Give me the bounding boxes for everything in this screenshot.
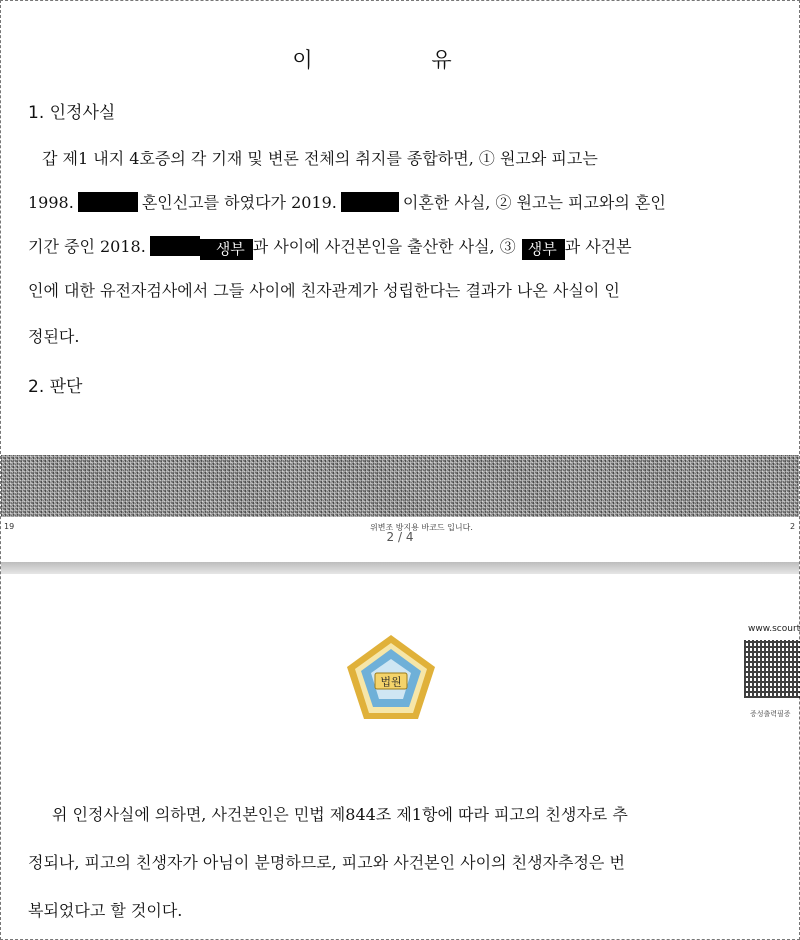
facts-line-2	[28, 190, 666, 213]
text-segment: 과 사건본	[564, 237, 632, 256]
text-segment: 인에 대한 유전자검사에서 그들 사이에 친자관계가 성립한다는 결과가 나온 사실이 인	[28, 281, 620, 300]
text-segment: 1998.	[28, 193, 74, 212]
footer-left-mark: 19	[4, 522, 15, 531]
barcode-caption: 위변조 방지용 바코드 입니다.	[370, 523, 473, 532]
text-segment: 기간 중인 2018.	[28, 237, 146, 256]
redacted-label-biological-father: 생부	[522, 239, 565, 260]
section-heading-judgment: 2. 판단	[28, 377, 83, 397]
judgment-line-3: 복되었다고 할 것이다.	[28, 901, 183, 920]
court-seal-icon	[345, 633, 437, 723]
judgment-line-1: 위 인정사실에 의하면, 사건본인은 민법 제844조 제1항에 따라 피고의 친생자로 추	[52, 805, 628, 824]
text-segment: 정된다.	[28, 327, 80, 346]
text-segment: 이혼한 사실, ② 원고는 피고와의 혼인	[402, 193, 666, 212]
text-segment: 과 사이에 사건본인을 출산한 사실, ③	[252, 237, 516, 256]
redaction-box	[78, 192, 138, 212]
page-separator	[1, 562, 799, 574]
footer-right-mark: 2	[790, 522, 796, 531]
facts-line-1-text: 갑 제1 내지 4호증의 각 기재 및 변론 전체의 취지를 종합하면, ① 원고와 피고는	[42, 149, 598, 168]
facts-line-4	[28, 278, 620, 301]
qr-caption: 증성출력필증	[750, 710, 791, 718]
section-heading-facts: 1. 인정사실	[28, 103, 116, 123]
seal-label: 법원	[380, 675, 402, 689]
judgment-line-2: 정되나, 피고의 친생자가 아님이 분명하므로, 피고와 사건본인 사이의 친생자추정은 번	[28, 853, 625, 872]
redaction-box	[150, 236, 200, 256]
redaction-box	[341, 192, 399, 212]
facts-line-1	[28, 146, 772, 169]
anti-forgery-barcode	[1, 455, 799, 517]
page-number: 2 / 4	[386, 530, 414, 544]
text-segment: 혼인신고를 하였다가 2019.	[141, 193, 337, 212]
page-title: 이 유	[292, 48, 508, 72]
verification-qr-code	[744, 640, 800, 698]
qr-url-text: www.scourt	[748, 624, 800, 634]
redacted-label-biological-father: 생부	[200, 239, 253, 260]
facts-line-3	[28, 234, 632, 260]
facts-line-5	[28, 324, 79, 347]
